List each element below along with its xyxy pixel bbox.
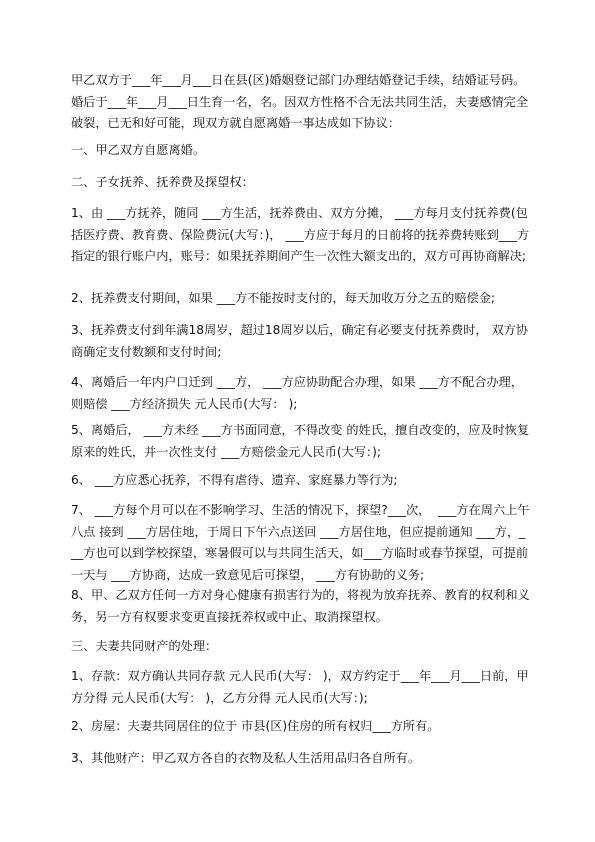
clause-2-3: 3、抚养费支付到年满18周岁，超过18周岁以后，确定有必要支付抚养费时， 双方协商确定支付数额和支付时间; xyxy=(71,323,529,359)
clause-2-8: 8、甲、乙双方任何一方对身心健康有损害行为的，将视为放弃抚养、教育的权利和义务，另一方有权要求变更直接抚养权或中止、取消探望权。 xyxy=(71,588,530,624)
clause-3-2: 2、房屋：夫妻共同居住的位于 市县(区)住房的所有权归___方所有。 xyxy=(71,719,440,733)
clause-3-1: 1、存款：双方确认共同存款 元人民币(大写： )，双方约定于___年___月___日前，甲方分得 元人民币(大写： )，乙方分得 元人民币(大写：); xyxy=(71,669,529,705)
section-heading-divorce: 一、甲乙双方自愿离婚。 xyxy=(71,143,206,157)
section-heading-property: 三、夫妻共同财产的处理： xyxy=(71,639,218,653)
section-heading-child-support: 二、子女抚养、抚养费及探望权： xyxy=(71,175,254,189)
clause-2-5: 5、离婚后， ___方未经 ___方书面同意，不得改变 的姓氏，擅自改变的，应及时恢复原来的姓氏，并一次性支付 ___方赔偿金元人民币(大写：); xyxy=(71,423,530,459)
clause-3-3: 3、其他财产：甲乙双方各自的衣物及私人生活用品归各自所有。 xyxy=(71,751,421,765)
clause-2-7: 7、 ___方每个月可以在不影响学习、生活的情况下，探望?___次， ___方在周六上午八点 接到 ___方居住地，于周日下午六点送回 ___方居住地，但应提前通知 ___方，___方也可以到学校探望，寒暑假可以与共同生活天，如___方临时或春节探望，可提前一天与 ___方协商，达成一致意见后可探望， ___方有协助的义务; xyxy=(71,503,530,582)
intro-paragraph: 甲乙双方于___年___月___日在县(区)婚姻登记部门办理结婚登记手续，结婚证号码。婚后于___年___月___日生育一名，名。因双方性格不合无法共同生活，夫妻感情完全破裂，已无和好可能，现双方就自愿离婚一事达成如下协议： xyxy=(71,73,529,130)
clause-2-1: 1、由 ___方抚养，随同 ___方生活，抚养费由、双方分摊， ___方每月支付抚养费(包括医疗费、教育费、保险费沅(大写：)， ___方应于每月的日前将的抚养费转账到___方指定的银行账户内，账号：如果抚养期间产生一次性大额支出的，双方可再协商解决; xyxy=(71,206,530,263)
clause-2-2: 2、抚养费支付期间，如果 ___方不能按时支付的，每天加收万分之五的赔偿金; xyxy=(71,291,496,305)
clause-2-4: 4、离婚后一年内户口迁到 ___方， ___方应协助配合办理，如果 ___方不配合办理，则赔偿 ___方经济损失 元人民币(大写： ); xyxy=(71,375,524,411)
clause-2-6: 6、 ___方应悉心抚养，不得有虐待、遗弃、家庭暴力等行为; xyxy=(71,473,398,487)
